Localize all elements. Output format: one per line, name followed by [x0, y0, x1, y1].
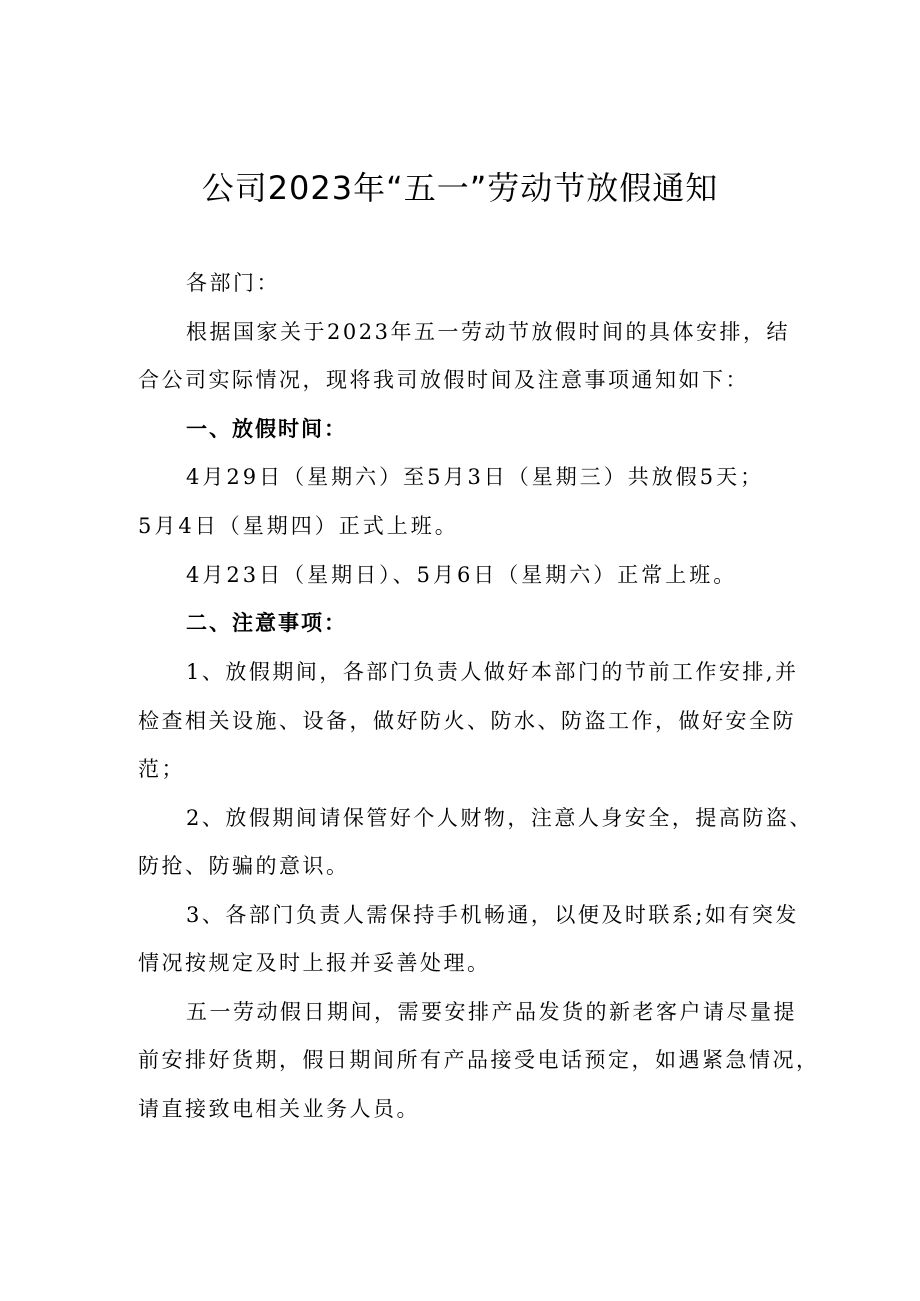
intro-line-2: 合公司实际情况，现将我司放假时间及注意事项通知如下：: [138, 368, 749, 392]
closing-line-2: 前安排好货期，假日期间所有产品接受电话预定，如遇紧急情况，: [138, 1048, 820, 1072]
item1-line-2: 检查相关设施、设备，做好防火、防水、防盗工作，做好安全防: [138, 709, 796, 733]
salutation: 各部门：: [186, 271, 280, 295]
item3-line-1: 3、各部门负责人需保持手机畅通，以便及时联系;如有突发: [186, 903, 799, 927]
closing-line-3: 请直接致电相关业务人员。: [138, 1097, 420, 1121]
item1-line-3: 范；: [138, 757, 185, 781]
schedule-line-3: 4月23日（星期日）、5月6日（星期六）正常上班。: [186, 563, 738, 587]
section1-heading: 一、放假时间：: [186, 417, 347, 441]
item2-line-1: 2、放假期间请保管好个人财物，注意人身安全，提高防盗、: [186, 806, 813, 830]
closing-line-1: 五一劳动假日期间，需要安排产品发货的新老客户请尽量提: [186, 1000, 797, 1024]
item1-line-1: 1、放假期间，各部门负责人做好本部门的节前工作安排,并: [186, 660, 799, 684]
intro-line-1: 根据国家关于2023年五一劳动节放假时间的具体安排，结: [186, 320, 790, 344]
schedule-line-2: 5月4日（星期四）正式上班。: [138, 514, 459, 538]
schedule-line-1: 4月29日（星期六）至5月3日（星期三）共放假5天；: [186, 465, 765, 489]
section2-heading: 二、注意事项：: [186, 611, 347, 635]
notice-title: 公司2023年“五一”劳动节放假通知: [201, 169, 719, 207]
item3-line-2: 情况按规定及时上报并妥善处理。: [138, 951, 491, 975]
item2-line-2: 防抢、防骗的意识。: [138, 854, 350, 878]
